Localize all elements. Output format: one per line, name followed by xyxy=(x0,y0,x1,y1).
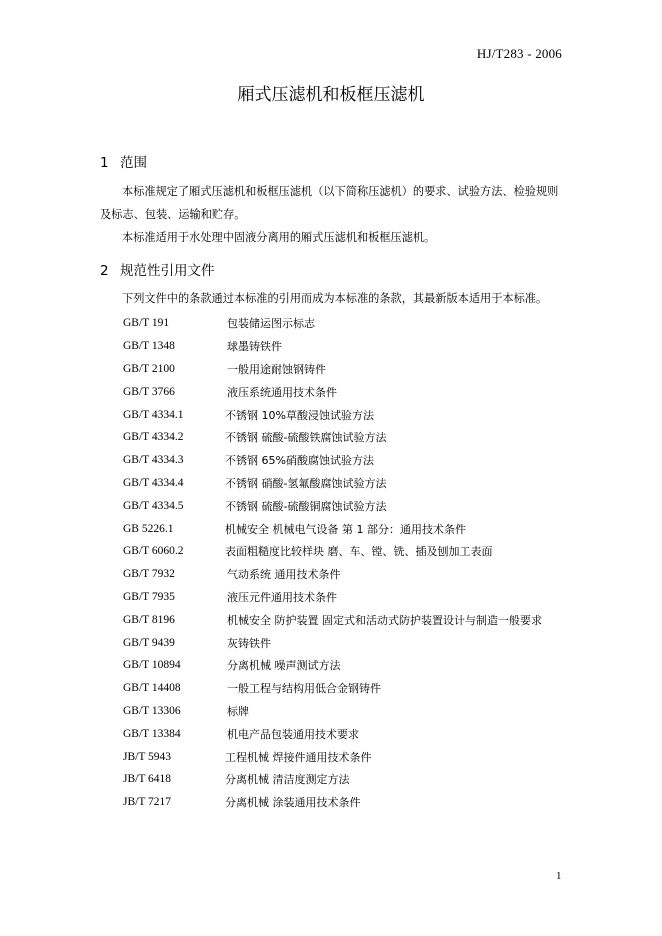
reference-title: 液压元件通用技术条件 xyxy=(227,590,337,604)
reference-code: GB/T 3766 xyxy=(123,385,175,398)
reference-title: 分离机械 涂装通用技术条件 xyxy=(225,796,361,810)
reference-code: GB/T 4334.1 xyxy=(123,408,184,421)
reference-title: 机械安全 机械电气设备 第 1 部分：通用技术条件 xyxy=(225,522,466,536)
section-1-heading xyxy=(100,151,147,171)
document-title: 厢式压滤机和板框压滤机 xyxy=(237,85,425,105)
reference-title: 不锈钢 10%草酸浸蚀试验方法 xyxy=(225,408,374,422)
reference-title: 机械安全 防护装置 固定式和活动式防护装置设计与制造一般要求 xyxy=(227,613,542,627)
reference-title: 不锈钢 65%硝酸腐蚀试验方法 xyxy=(225,454,374,468)
list-item xyxy=(123,312,542,335)
reference-title: 不锈钢 硫酸-硫酸铁腐蚀试验方法 xyxy=(225,431,387,445)
page-number: 1 xyxy=(556,870,562,882)
list-item xyxy=(123,791,542,814)
section-number: 2 xyxy=(100,263,109,279)
list-item xyxy=(123,631,542,654)
reference-code: GB/T 14408 xyxy=(123,682,181,695)
reference-code: JB/T 5943 xyxy=(123,750,172,763)
reference-code: GB/T 8196 xyxy=(123,613,175,626)
list-item xyxy=(123,540,542,563)
reference-title: 机电产品包装通用技术要求 xyxy=(227,727,359,741)
list-item xyxy=(123,677,542,700)
reference-code: GB 5226.1 xyxy=(123,522,174,535)
section-title: 范围 xyxy=(120,155,147,171)
list-item xyxy=(123,563,542,586)
reference-title: 球墨铸铁件 xyxy=(227,340,282,354)
reference-title: 分离机械 清洁度测定方法 xyxy=(225,773,350,787)
reference-code: GB/T 7932 xyxy=(123,568,175,581)
list-item xyxy=(123,472,542,495)
reference-code: GB/T 191 xyxy=(123,317,170,330)
reference-code: JB/T 7217 xyxy=(123,796,172,809)
paragraph-text: 本标准适用于水处理中固液分离用的厢式压滤机和板框压滤机。 xyxy=(122,231,436,244)
reference-code: GB/T 7935 xyxy=(123,590,175,603)
list-item xyxy=(123,494,542,517)
reference-title: 气动系统 通用技术条件 xyxy=(227,568,341,582)
list-item xyxy=(123,586,542,609)
reference-code: JB/T 6418 xyxy=(123,773,172,786)
reference-title: 一般工程与结构用低合金钢铸件 xyxy=(227,682,381,696)
list-item xyxy=(123,745,542,768)
paragraph-text: 本标准规定了厢式压滤机和板框压滤机（以下简称压滤机）的要求、试验方法、检验规则及标志、包装、运输和贮存。 xyxy=(100,185,559,221)
list-item xyxy=(123,335,542,358)
standard-code: HJ/T283 - 2006 xyxy=(476,46,562,61)
reference-code: GB/T 4334.5 xyxy=(123,499,184,512)
reference-title: 工程机械 焊接件通用技术条件 xyxy=(225,750,372,764)
section-1-paragraph-1 xyxy=(100,180,562,226)
reference-code: GB/T 13384 xyxy=(123,727,181,740)
list-item xyxy=(123,403,542,426)
reference-title: 包装储运图示标志 xyxy=(227,317,315,331)
list-item xyxy=(123,608,542,631)
reference-code: GB/T 4334.2 xyxy=(123,431,184,444)
reference-code: GB/T 9439 xyxy=(123,636,175,649)
list-item xyxy=(123,722,542,745)
reference-title: 一般用途耐蚀钢铸件 xyxy=(227,362,326,376)
section-2-heading xyxy=(100,259,215,279)
reference-title: 标牌 xyxy=(227,704,249,718)
reference-code: GB/T 1348 xyxy=(123,340,175,353)
reference-code: GB/T 10894 xyxy=(123,659,181,672)
list-item xyxy=(123,449,542,472)
list-item xyxy=(123,654,542,677)
reference-code: GB/T 2100 xyxy=(123,362,175,375)
list-item xyxy=(123,768,542,791)
section-1-paragraph-2 xyxy=(100,226,562,249)
reference-code: GB/T 13306 xyxy=(123,704,181,717)
section-number: 1 xyxy=(100,155,109,171)
reference-title: 液压系统通用技术条件 xyxy=(227,385,337,399)
reference-code: GB/T 4334.3 xyxy=(123,454,184,467)
reference-title: 不锈钢 硝酸-氢氟酸腐蚀试验方法 xyxy=(225,476,387,490)
list-item xyxy=(123,700,542,723)
reference-title: 灰铸铁件 xyxy=(227,636,271,650)
section-2-intro xyxy=(100,287,562,310)
reference-title: 不锈钢 硫酸-硫酸铜腐蚀试验方法 xyxy=(225,499,387,513)
reference-title: 表面粗糙度比较样块 磨、车、镗、铣、插及刨加工表面 xyxy=(225,545,493,559)
normative-references-list xyxy=(123,312,542,814)
list-item xyxy=(123,426,542,449)
list-item xyxy=(123,517,542,540)
section-title: 规范性引用文件 xyxy=(120,263,215,279)
reference-code: GB/T 6060.2 xyxy=(123,545,184,558)
reference-code: GB/T 4334.4 xyxy=(123,476,184,489)
paragraph-text: 下列文件中的条款通过本标准的引用而成为本标准的条款，其最新版本适用于本标准。 xyxy=(122,292,548,305)
reference-title: 分离机械 噪声测试方法 xyxy=(227,659,341,673)
list-item xyxy=(123,358,542,381)
list-item xyxy=(123,380,542,403)
